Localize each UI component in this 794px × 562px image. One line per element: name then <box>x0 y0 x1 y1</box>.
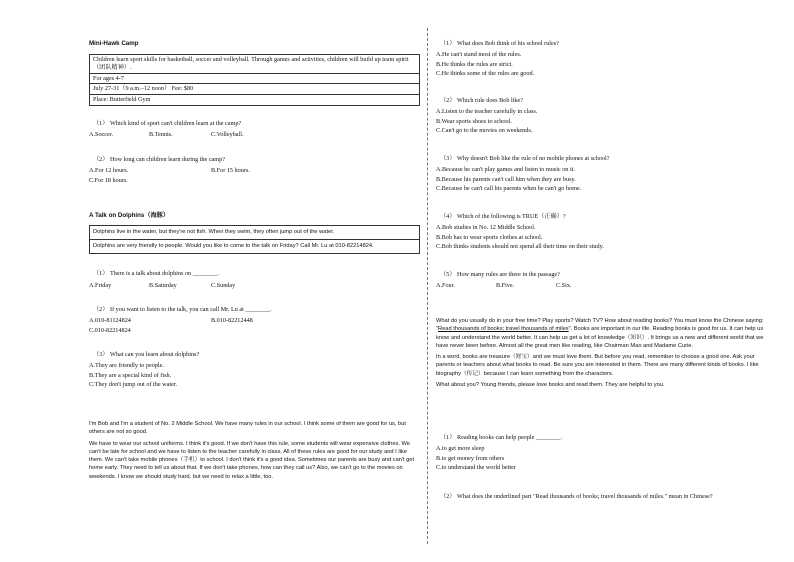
books-question-1 <box>436 434 764 472</box>
option-c: C.He thinks some of the rules are good. <box>436 70 535 78</box>
question-stem: （2） If you want to listen to the talk, you can call Mr. Lu at ________. <box>93 306 272 313</box>
books-paragraph-3: What about you? Young friends, please love books and read them. They are helpful to you. <box>436 381 665 388</box>
option-b: B.He thinks the rules are strict. <box>436 60 513 68</box>
option-a: A.For 12 hours. <box>89 166 129 174</box>
option-c: C.For 18 hours. <box>89 176 128 184</box>
question-stem: （1） Reading books can help people ________. <box>440 434 563 441</box>
question-stem: （5） How many rules are there in the passage? <box>440 271 560 278</box>
bob-question-1 <box>436 40 764 78</box>
option-c: C.to understand the world better <box>436 464 516 472</box>
books-paragraph-1 <box>436 317 764 350</box>
option-c: C.Bob thinks students should not spend all their time on their study. <box>436 243 604 251</box>
camp-question-2 <box>89 156 418 184</box>
camp-title: Mini-Hawk Camp <box>89 40 139 47</box>
option-b: B.to get money from others <box>436 454 505 462</box>
option-b: B.Tennis. <box>149 130 173 138</box>
dolphins-title: A Talk on Dolphins（海豚） <box>89 212 170 219</box>
option-b: B.Wear sports shoes to school. <box>436 117 512 125</box>
option-a: A.They are friendly to people. <box>89 361 164 369</box>
question-stem: （1） Which kind of sport can't children learn at the camp? <box>93 120 242 127</box>
books-passage <box>436 317 764 392</box>
bob-question-2 <box>436 97 764 135</box>
option-a: A.Listen to the teacher carefully in class. <box>436 107 538 115</box>
option-b: B.Bob has to wear sports clothes at school. <box>436 233 543 241</box>
bob-question-5 <box>436 271 764 290</box>
camp-row-description: Children learn sport skills for basketball, soccer and volleyball. Through games and activities, children will build up team spirit（团队精神）. <box>90 55 419 74</box>
option-a: A.Soccer. <box>89 130 114 138</box>
option-b: B.Five. <box>496 281 515 289</box>
books-p1-end: ". Books are important in our life. Reading books is good for us. It can help us know and understand the world better. It can help us get a lot of knowledge（知识）. It brings us a new and different world that we have never been before. Almost all the great men like reading, like Chairman Mao and Madame Curie. <box>436 326 764 349</box>
question-stem: （2） What does the underlined part "Read thousands of books; travel thousands of miles." mean in Chinese? <box>440 493 713 500</box>
option-c: C.They don't jump out of the water. <box>89 381 178 389</box>
bob-paragraph-2: We have to wear our school uniforms. I think it's good. If we don't have this rule, some students will wear expensive clothes. We can't be late for school and we have to listen to the teacher carefully in class. All of these rules are good for our study and I like them. We can't take mobile phones（手机）to school. I don't think it's a good idea. Sometimes our parents are busy and can't get home early. They need to tell us about that. If we don't take phones, how can they call us? Also, we can't go to the movies on weekends. I know we should study hard, but we need to relax a little, too. <box>89 440 415 480</box>
option-a: A.to get more sleep <box>436 444 485 452</box>
option-a: A.Bob studies in No. 12 Middle School. <box>436 223 536 231</box>
camp-row-place: Place: Butterfield Gym <box>93 96 151 103</box>
option-c: C.Can't go to the movies on weekends. <box>436 127 533 135</box>
books-question-2 <box>436 493 764 501</box>
option-b: B.For 15 hours. <box>211 166 250 174</box>
bob-passage <box>89 420 418 484</box>
option-c: C.010-82214824 <box>89 326 131 334</box>
option-b: B.010-82212448 <box>211 316 253 324</box>
option-a: A.Four. <box>436 281 455 289</box>
underlined-saying: Read thousands of books; travel thousands of miles <box>438 326 569 333</box>
dolphins-question-1 <box>89 270 418 290</box>
option-a: A.He can't stand most of the rules. <box>436 50 522 58</box>
books-paragraph-2: In a word, books are treasure（财宝）and we must love them. But before you read, remember to choose a good one. Ask your parents or teachers about what books to read. Be sure you are interested in them. There are many different kinds of books. I like biography（传记）because I can learn something from the characters. <box>436 354 759 377</box>
camp-row-dates-fee: July 27-31（9 a.m.–12 noon） Fee: $80 <box>90 84 419 95</box>
option-b: B.Because his parents can't call him when they are busy. <box>436 175 576 183</box>
question-stem: （2） How long can children learn during the camp? <box>93 156 225 163</box>
option-b: B.They are a special kind of fish. <box>89 371 172 379</box>
option-c: C.Because he can't call his parents when he can't go home. <box>436 185 582 193</box>
question-stem: （2） Which rule does Bob like? <box>440 97 523 104</box>
option-a: A.Friday <box>89 281 112 289</box>
option-a: A.Because he can't play games and listen to music on it. <box>436 165 575 173</box>
option-c: C.Volleyball. <box>211 130 244 138</box>
bob-paragraph-1: I'm Bob and I'm a student of No. 2 Middle School. We have many rules in our school. I think some of them are good for us, but others are not so good. <box>89 421 406 436</box>
camp-question-1 <box>89 120 418 139</box>
option-c: C.Six. <box>556 281 572 289</box>
camp-row-ages: For ages 4-7 <box>90 74 419 85</box>
question-stem: （3） Why doesn't Bob like the rule of no mobile phones at school? <box>440 155 610 162</box>
dolphins-question-2 <box>89 306 418 334</box>
dolphins-row-1: Dolphins live in the water, but they're not fish. When they swim, they often jump out of the water. <box>90 226 419 240</box>
dolphins-info-table <box>89 225 420 254</box>
dolphins-question-3 <box>89 351 418 389</box>
question-stem: （1） What does Bob think of his school rules? <box>440 40 559 47</box>
bob-question-4 <box>436 213 764 251</box>
books-p1-start: What do you usually do in your free time? Play sports? Watch TV? How about reading books? You must know the Chinese saying: " <box>436 318 764 333</box>
camp-info-table <box>89 54 420 106</box>
dolphins-row-2: Dolphins are very friendly to people. Would you like to come to the talk on Friday? Call Mr. Lu at 010-82214824. <box>93 243 374 250</box>
option-b: B.Saturday <box>149 281 177 289</box>
option-c: C.Sunday <box>211 281 236 289</box>
column-divider <box>427 28 428 544</box>
question-stem: （1） There is a talk about dolphins on ________. <box>93 270 219 277</box>
bob-question-3 <box>436 155 764 193</box>
option-a: A.010-81124824 <box>89 316 131 324</box>
question-stem: （4） Which of the following is TRUE（正确）? <box>440 213 566 220</box>
question-stem: （3） What can you learn about dolphins? <box>93 351 200 358</box>
